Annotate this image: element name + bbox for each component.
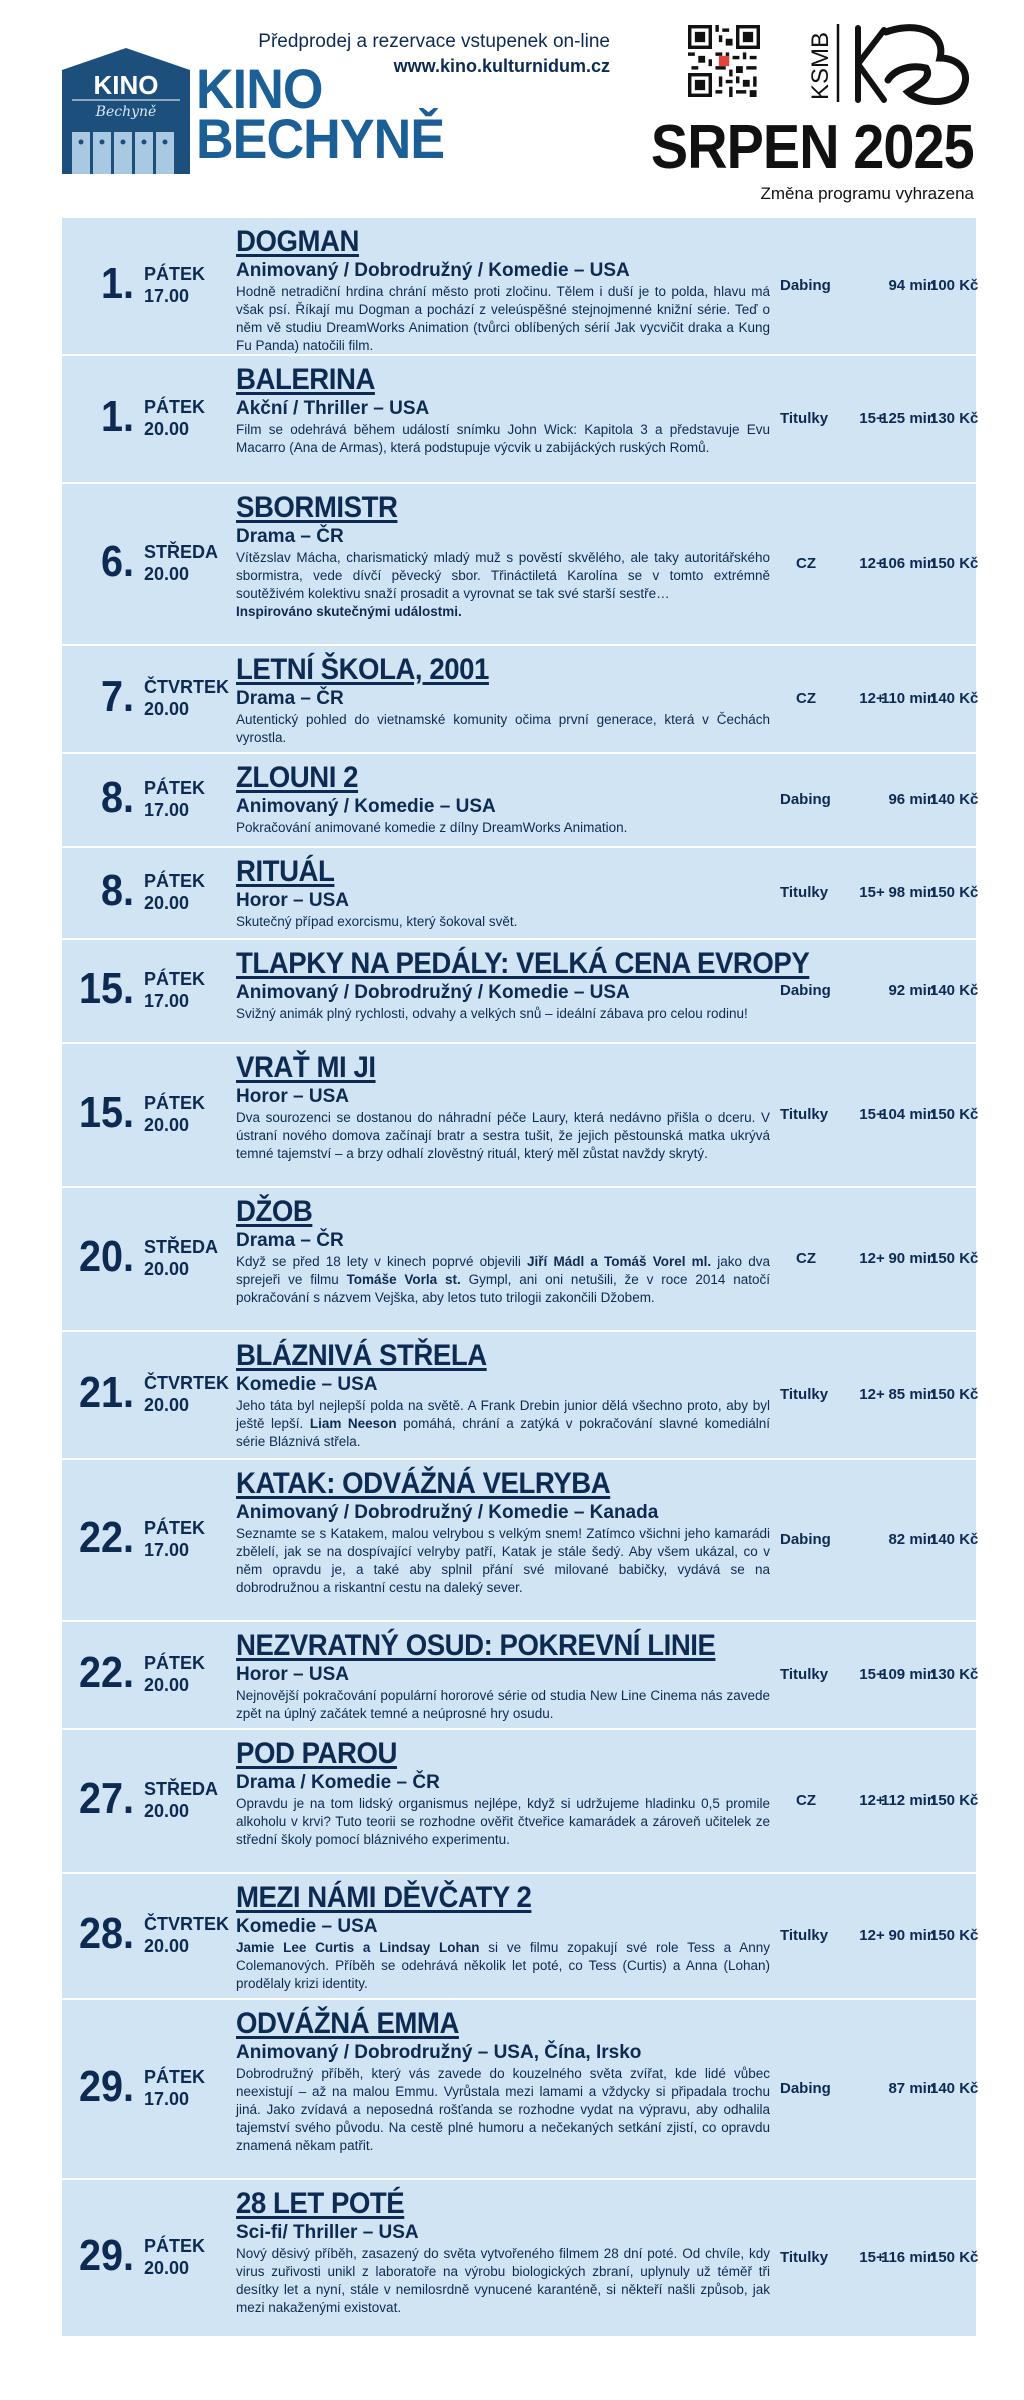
screening-weekday-time — [144, 2066, 205, 2110]
film-description-text: Opravdu je na tom lidský organismus nejlépe, když si udržujeme hladinku 0,5 promile alkoholu v krvi? Tuto teorii se rozhodne ověřit čtveřice kamarádek a zároveň učitelek ze střední školy pomocí bláznivého experimentu. — [236, 1796, 770, 1847]
ksmb-logo-graphic — [807, 22, 974, 106]
screening-day: 29. — [78, 2062, 134, 2111]
screening-day: 6. — [100, 537, 134, 586]
film-language: Titulky — [780, 1106, 829, 1123]
program-notice: Změna programu vyhrazena — [760, 184, 974, 203]
film-genre: Sci-fi/ Thriller – USA — [236, 2222, 419, 2243]
screening-content — [236, 1196, 770, 1307]
screening-weekday-time — [144, 1092, 205, 1136]
film-length: 85 min — [888, 1386, 936, 1403]
film-language: CZ — [796, 1250, 816, 1267]
film-description — [236, 711, 770, 747]
film-title[interactable]: BLÁZNIVÁ STŘELA — [236, 1339, 487, 1372]
screening-content — [236, 1882, 770, 1993]
screening-time: 17.00 — [144, 2089, 190, 2109]
screening-time: 20.00 — [144, 1675, 190, 1695]
screening-day: 1. — [100, 259, 134, 308]
screening-content — [236, 762, 770, 837]
screening-weekday-time — [144, 1517, 205, 1561]
film-title[interactable]: MEZI NÁMI DĚVČATY 2 — [236, 1881, 532, 1914]
screening-content — [236, 2188, 770, 2317]
film-length: 96 min — [888, 791, 936, 808]
film-title[interactable]: LETNÍ ŠKOLA, 2001 — [236, 653, 489, 686]
screening-weekday-time — [144, 777, 205, 821]
screening-row — [62, 2000, 979, 2180]
screening-weekday: STŘEDA — [144, 542, 219, 562]
film-language: Dabing — [780, 2080, 831, 2097]
presale-info — [254, 30, 610, 78]
screening-row — [62, 940, 979, 1044]
screening-time: 17.00 — [144, 800, 190, 820]
screening-time: 20.00 — [144, 893, 190, 913]
screening-day: 20. — [78, 1232, 134, 1281]
presale-text: Předprodej a rezervace vstupenek on-line — [258, 31, 610, 52]
film-description-note: Inspirováno skutečnými událostmi. — [236, 604, 462, 619]
film-description-highlight: Jamie Lee Curtis a Lindsay Lohan — [236, 1940, 480, 1955]
ksmb-logo-text: KSMB — [807, 31, 834, 100]
ticket-price: 140 Kč — [930, 982, 979, 999]
screening-weekday: PÁTEK — [144, 1518, 206, 1538]
film-age-rating: 15+ — [859, 410, 885, 427]
film-description — [236, 2065, 770, 2155]
film-title[interactable]: RITUÁL — [236, 855, 335, 888]
screening-weekday: PÁTEK — [144, 2236, 206, 2256]
screening-day: 22. — [78, 1648, 134, 1697]
screening-time: 20.00 — [144, 1801, 190, 1821]
film-language: CZ — [796, 690, 816, 707]
screening-time: 20.00 — [144, 699, 190, 719]
film-description-text: Svižný animák plný rychlosti, odvahy a velkých snů – ideální zábava pro celou rodinu! — [236, 1006, 748, 1021]
screening-day: 15. — [78, 964, 134, 1013]
screening-weekday: PÁTEK — [144, 778, 206, 798]
film-length: 110 min — [880, 690, 936, 707]
screening-weekday-time — [144, 1913, 229, 1957]
film-description-text: Skutečný případ exorcismu, který šokoval svět. — [236, 914, 518, 929]
screening-content — [236, 1340, 770, 1451]
logo-kino-label: KINO — [93, 70, 159, 100]
film-language: Dabing — [780, 791, 831, 808]
film-age-rating: 12+ — [859, 1927, 885, 1944]
screening-weekday-time — [144, 396, 205, 440]
screening-weekday: STŘEDA — [144, 1779, 219, 1799]
ticket-price: 150 Kč — [930, 2249, 979, 2266]
film-genre: Horor – USA — [236, 1086, 349, 1107]
ticket-price: 150 Kč — [930, 1792, 979, 1809]
screening-content — [236, 1468, 770, 1597]
screening-day: 21. — [78, 1368, 134, 1417]
screening-time: 20.00 — [144, 1395, 190, 1415]
film-description-text: jako dva sprejeři ve filmu — [236, 1254, 770, 1287]
film-genre: Animovaný / Dobrodružný / Komedie – Kanada — [236, 1502, 659, 1523]
film-language: Titulky — [780, 410, 829, 427]
film-title[interactable]: KATAK: ODVÁŽNÁ VELRYBA — [236, 1467, 611, 1500]
screening-day: 29. — [78, 2231, 134, 2280]
film-description — [236, 1253, 770, 1307]
film-description — [236, 283, 770, 355]
film-age-rating: 12+ — [859, 1386, 885, 1403]
ticket-price: 130 Kč — [930, 1666, 979, 1683]
film-language: Titulky — [780, 1666, 829, 1683]
film-language: Dabing — [780, 1531, 831, 1548]
ticket-price: 140 Kč — [930, 690, 979, 707]
screening-time: 20.00 — [144, 1259, 190, 1279]
film-length: 90 min — [888, 1927, 936, 1944]
film-genre: Komedie – USA — [236, 1374, 378, 1395]
film-genre: Drama – ČR — [236, 688, 344, 709]
film-description-text: Nový děsivý příběh, zasazený do světa vytvořeného filmem 28 dní poté. Od chvíle, kdy virus zuřivosti unikl z laboratoře na výrobu biologických zbraní, uplynuly už téměř tři desítky let a nyní, stále v nemilosrdně vynucené karanténě, si někteří našli způsob, jak mezi nakaženými existovat. — [236, 2246, 770, 2315]
screening-weekday: STŘEDA — [144, 1237, 219, 1257]
screening-weekday-time — [144, 2235, 205, 2279]
screening-day: 28. — [78, 1909, 134, 1958]
film-title[interactable]: VRAŤ MI JI — [236, 1051, 376, 1084]
film-description — [236, 1687, 770, 1723]
film-age-rating: 15+ — [859, 1666, 885, 1683]
qr-code-icon[interactable] — [688, 24, 760, 98]
film-description-text: Autentický pohled do vietnamské komunity očima první generace, která v Čechách vyrostla. — [236, 712, 770, 745]
film-description-text: Nejnovější pokračování populární hororové série od studia New Line Cinema nás zavede zpět na úplný začátek temné a neúprosné hry osudu. — [236, 1688, 770, 1721]
film-description-text: Pokračování animované komedie z dílny DreamWorks Animation. — [236, 820, 628, 835]
film-title[interactable]: 28 LET POTÉ — [236, 2187, 405, 2220]
ticket-price: 150 Kč — [930, 884, 979, 901]
screening-day: 1. — [100, 392, 134, 441]
screening-weekday: PÁTEK — [144, 1093, 206, 1113]
screening-weekday-time — [144, 968, 205, 1012]
ksmb-partner-logo — [807, 22, 974, 106]
film-description — [236, 421, 770, 457]
film-title[interactable]: DŽOB — [236, 1195, 313, 1228]
screening-row — [62, 1188, 979, 1332]
film-genre: Komedie – USA — [236, 1916, 378, 1937]
film-title[interactable]: ODVÁŽNÁ EMMA — [236, 2007, 459, 2040]
screening-day: 8. — [100, 773, 134, 822]
screening-content — [236, 226, 770, 355]
film-language: CZ — [796, 555, 816, 572]
film-genre: Animovaný / Komedie – USA — [236, 796, 496, 817]
cinema-building-logo — [62, 48, 190, 174]
film-language: Dabing — [780, 982, 831, 999]
screening-weekday: PÁTEK — [144, 871, 206, 891]
film-language: CZ — [796, 1792, 816, 1809]
screening-time: 17.00 — [144, 1540, 190, 1560]
screening-row — [62, 1730, 979, 1874]
film-title[interactable]: ZLOUNI 2 — [236, 761, 359, 794]
screening-weekday: PÁTEK — [144, 397, 206, 417]
screening-day: 22. — [78, 1513, 134, 1562]
film-description — [236, 549, 770, 621]
screening-content — [236, 2008, 770, 2155]
film-genre: Drama – ČR — [236, 526, 344, 547]
film-language: Titulky — [780, 2249, 829, 2266]
film-genre: Drama / Komedie – ČR — [236, 1772, 440, 1793]
screening-row — [62, 754, 979, 848]
film-age-rating: 15+ — [859, 1106, 885, 1123]
screening-content — [236, 856, 770, 931]
screening-weekday-time — [144, 870, 205, 914]
screening-weekday-time — [144, 1236, 218, 1280]
film-title[interactable]: TLAPKY NA PEDÁLY: VELKÁ CENA EVROPY — [236, 947, 810, 980]
screening-row — [62, 218, 979, 356]
film-description-text: Dobrodružný příběh, který vás zavede do kouzelného světa zvířat, kde lidé vůbec neexistují – až na malou Emmu. Vyrůstala mezi lamami a vždycky si připadala trochu jiná. Jako zvídavá a neposedná rošťanda se rozhodne vydat na výpravu, aby odhalila tajemství svého původu. Na cestě plné humoru a nečekaných setkání zjistí, co opravdu znamená někam patřit. — [236, 2066, 770, 2153]
screening-row — [62, 356, 979, 484]
screening-weekday-time — [144, 1372, 229, 1416]
film-description-highlight: Tomáše Vorla st. — [346, 1272, 461, 1287]
film-title[interactable]: NEZVRATNÝ OSUD: POKREVNÍ LINIE — [236, 1629, 716, 1662]
film-description — [236, 1109, 770, 1163]
screening-row — [62, 1874, 979, 2000]
film-description-highlight: Jiří Mádl a Tomáš Vorel ml. — [527, 1254, 712, 1269]
film-description — [236, 1005, 770, 1023]
film-language: Titulky — [780, 1927, 829, 1944]
film-language: Titulky — [780, 884, 829, 901]
ticket-price: 150 Kč — [930, 555, 979, 572]
screening-row — [62, 1622, 979, 1730]
screening-row — [62, 2180, 979, 2338]
film-length: 92 min — [888, 982, 936, 999]
film-length: 87 min — [888, 2080, 936, 2097]
film-length: 125 min — [880, 410, 936, 427]
film-length: 104 min — [880, 1106, 936, 1123]
ticket-price: 140 Kč — [930, 791, 979, 808]
program-table — [62, 218, 979, 2338]
film-length: 112 min — [880, 1792, 936, 1809]
screening-time: 20.00 — [144, 2258, 190, 2278]
film-length: 109 min — [880, 1666, 936, 1683]
film-language: Dabing — [780, 277, 831, 294]
screening-weekday: PÁTEK — [144, 264, 206, 284]
screening-content — [236, 1738, 770, 1849]
film-description-text: Když se před 18 lety v kinech poprvé objevili — [236, 1254, 528, 1269]
film-length: 94 min — [888, 277, 936, 294]
film-length: 106 min — [880, 555, 936, 572]
screening-weekday: PÁTEK — [144, 969, 206, 989]
film-age-rating: 12+ — [859, 690, 885, 707]
film-age-rating: 12+ — [859, 1792, 885, 1809]
screening-content — [236, 492, 770, 621]
film-genre: Akční / Thriller – USA — [236, 398, 430, 419]
ticket-price: 150 Kč — [930, 1927, 979, 1944]
screening-time: 20.00 — [144, 1936, 190, 1956]
film-description — [236, 2245, 770, 2317]
screening-row — [62, 646, 979, 754]
film-genre: Animovaný / Dobrodružný / Komedie – USA — [236, 982, 630, 1003]
screening-day: 15. — [78, 1088, 134, 1137]
film-language: Titulky — [780, 1386, 829, 1403]
screening-row — [62, 1332, 979, 1460]
film-age-rating: 15+ — [859, 2249, 885, 2266]
screening-weekday-time — [144, 1652, 205, 1696]
film-description-text: Seznamte se s Katakem, malou velrybou s velkým snem! Zatímco všichni jeho kamarádi zbělelí, jak se na dospívající velryby patří, Katak je stále šedý. Aby všem ukázal, co v něm opravdu je, a také aby splnil přání své milované babičky, vydává se na dobrodružnou a riskantní cestu na daleký sever. — [236, 1526, 770, 1595]
screening-weekday-time — [144, 541, 218, 585]
film-title[interactable]: DOGMAN — [236, 225, 359, 258]
cinema-name-line1: KINO — [196, 57, 323, 120]
screening-day: 7. — [100, 672, 134, 721]
screening-weekday: PÁTEK — [144, 1653, 206, 1673]
film-genre: Horor – USA — [236, 1664, 349, 1685]
screening-day: 27. — [78, 1774, 134, 1823]
screening-weekday: ČTVRTEK — [144, 1373, 229, 1393]
logo-script-label: Bechyně — [95, 104, 157, 120]
screening-weekday-time — [144, 263, 205, 307]
cinema-name — [196, 57, 445, 170]
film-genre: Drama – ČR — [236, 1230, 344, 1251]
film-description-text: Gympl, ani oni netušili, že v roce 2014 natočí pokračování s názvem Vejška, aby letos tuto trilogii zakončili Džobem. — [236, 1272, 770, 1305]
cinema-name-line2: BECHYNĚ — [196, 107, 445, 170]
screening-day: 8. — [100, 866, 134, 915]
film-title[interactable]: BALERINA — [236, 363, 375, 396]
screening-content — [236, 654, 770, 747]
screening-weekday: PÁTEK — [144, 2067, 206, 2087]
film-title[interactable]: POD PAROU — [236, 1737, 397, 1770]
film-description-text: Hodně netradiční hrdina chrání město proti zločinu. Tělem i duší je to polda, hlavu má však psí. Říkají mu Dogman a pochází z veleúspěšné stejnojmenné knižní série. Teď o něm vě studiu DreamWorks Animation (tvůrci oblíbených sérií Jak vycvičit draka a Kung Fu Panda) natočili film. — [236, 284, 770, 353]
film-description-text: Film se odehrává během událostí snímku John Wick: Kapitola 3 a představuje Evu Macarro (Ana de Armas), která podstupuje výcvik u zabijáckých ruských Romů. — [236, 422, 770, 455]
ticket-price: 130 Kč — [930, 410, 979, 427]
ticket-price: 100 Kč — [930, 277, 979, 294]
ticket-price: 140 Kč — [930, 1531, 979, 1548]
ticket-price: 150 Kč — [930, 1386, 979, 1403]
website-link[interactable]: www.kino.kulturnidum.cz — [393, 56, 610, 76]
screening-content — [236, 1052, 770, 1163]
film-length: 98 min — [888, 884, 936, 901]
ticket-price: 150 Kč — [930, 1106, 979, 1123]
screening-time: 17.00 — [144, 286, 190, 306]
screening-weekday: ČTVRTEK — [144, 677, 229, 697]
film-age-rating: 15+ — [859, 884, 885, 901]
film-description — [236, 913, 770, 931]
screening-content — [236, 364, 770, 457]
film-description-text: si ve filmu zopakují své role Tess a Anny Colemanových. Příběh se odehrává několik let poté, co Tess (Curtis) a Anna (Lohan) prodělaly krizi identity. — [236, 1940, 770, 1991]
ticket-price: 150 Kč — [930, 1250, 979, 1267]
program-month: SRPEN 2025 — [651, 113, 974, 182]
screening-weekday: ČTVRTEK — [144, 1914, 229, 1934]
film-length: 90 min — [888, 1250, 936, 1267]
screening-row — [62, 1044, 979, 1188]
film-genre: Horor – USA — [236, 890, 349, 911]
ticket-price: 140 Kč — [930, 2080, 979, 2097]
film-description-text: Vítězslav Mácha, charismatický mladý muž s pověstí skvělého, ale taky autoritářského sbormistra, vede dívčí pěvecký sbor. Třináctiletá Karolína se v tomto extrémně soutěživém kolektivu snaží prosadit a vyrovnat se tak své starší sestře… — [236, 550, 770, 601]
film-age-rating: 12+ — [859, 1250, 885, 1267]
screening-weekday-time — [144, 1778, 218, 1822]
film-title[interactable]: SBORMISTR — [236, 491, 398, 524]
screening-row — [62, 848, 979, 940]
film-genre: Animovaný / Dobrodružný / Komedie – USA — [236, 260, 630, 281]
film-length: 82 min — [888, 1531, 936, 1548]
film-description — [236, 819, 770, 837]
screening-time: 20.00 — [144, 419, 190, 439]
screening-time: 17.00 — [144, 991, 190, 1011]
film-description-highlight: Liam Neeson — [309, 1416, 397, 1431]
film-description-text: pomáhá, chrání a zatýká v pokračování slavné komediální série Bláznivá střela. — [236, 1416, 770, 1449]
page-header — [0, 0, 1024, 212]
film-description — [236, 1795, 770, 1849]
screening-content — [236, 1630, 770, 1723]
screening-weekday-time — [144, 676, 229, 720]
film-description — [236, 1397, 770, 1451]
film-description-text: Dva sourozenci se dostanou do náhradní péče Laury, která nedávno přišla o dceru. V ústraní nového domova začínají bratr a sestra tušit, že jejich pěstounská matka ukrývá temné tajemství – a brzy odhalí zlověstný rituál, který měl zůstat navždy skrytý. — [236, 1110, 770, 1161]
screening-row — [62, 484, 979, 646]
film-description — [236, 1939, 770, 1993]
film-description-text: Jeho táta byl nejlepší polda na světě. A Frank Drebin junior dělá všechno proto, aby byl ještě lepší. — [236, 1398, 770, 1431]
film-genre: Animovaný / Dobrodružný – USA, Čína, Irsko — [236, 2042, 642, 2063]
film-age-rating: 12+ — [859, 555, 885, 572]
screening-time: 20.00 — [144, 564, 190, 584]
film-length: 116 min — [880, 2249, 936, 2266]
screening-time: 20.00 — [144, 1115, 190, 1135]
film-description — [236, 1525, 770, 1597]
screening-row — [62, 1460, 979, 1622]
